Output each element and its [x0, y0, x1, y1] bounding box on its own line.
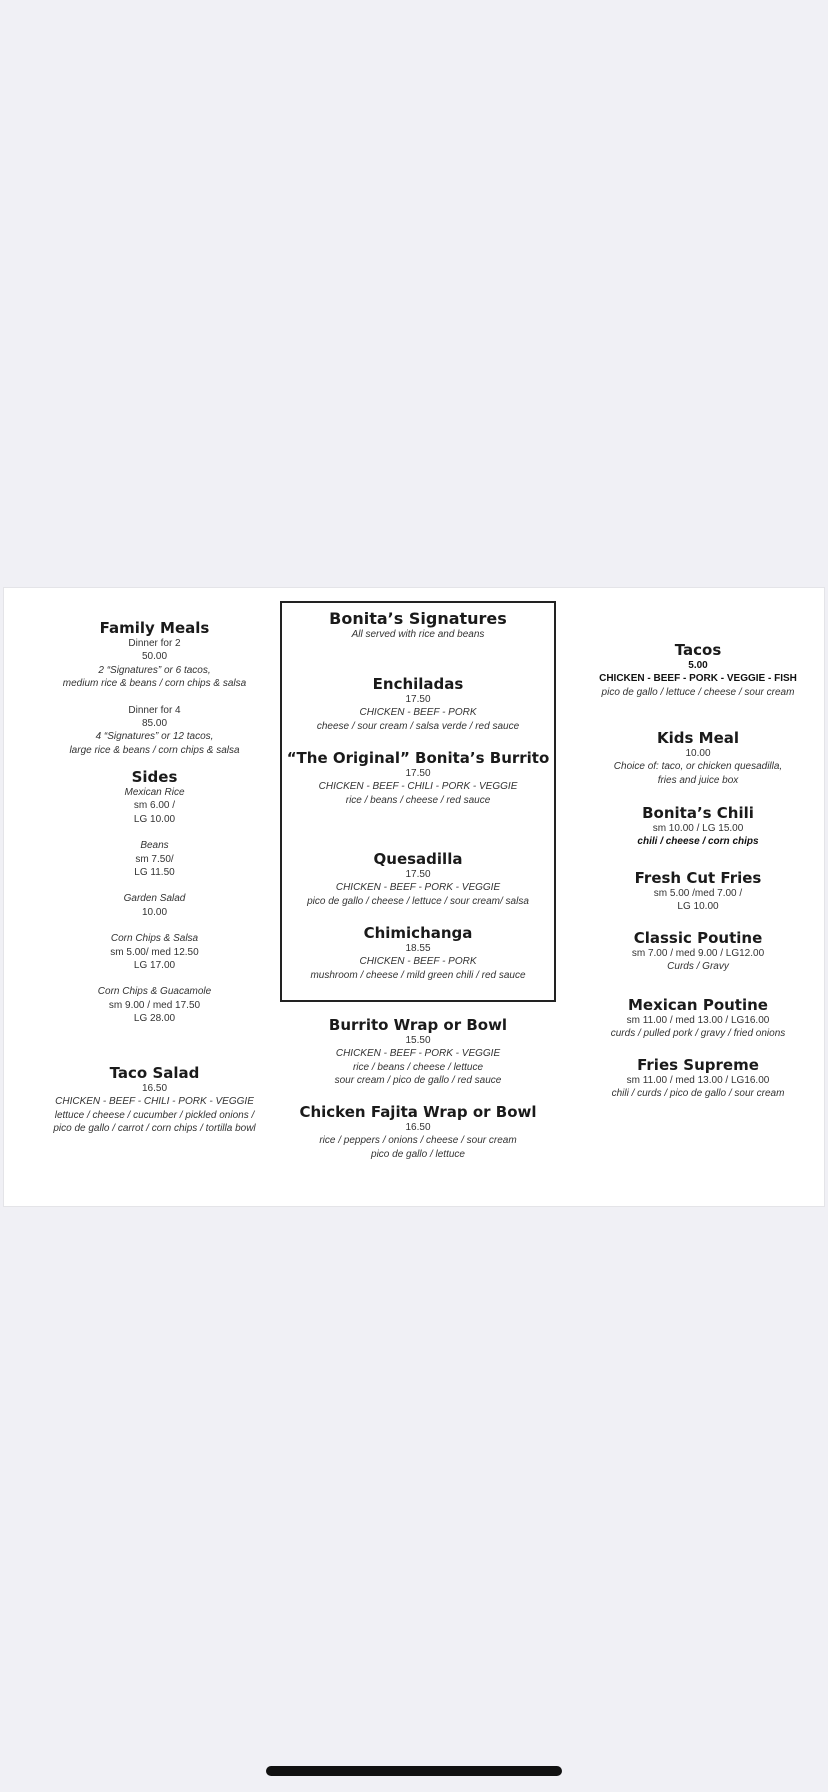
tacos-section [576, 641, 820, 699]
burrito-wrap-desc: rice / beans / cheese / lettuce [352, 1061, 484, 1073]
fajita-wrap-price: 16.50 [405, 1122, 431, 1133]
family-meals-title: Family Meals [99, 619, 210, 637]
quesadilla-price: 17.50 [405, 869, 431, 880]
mexican-rice-lg: LG 10.00 [133, 813, 176, 825]
fries-price: sm 5.00 /med 7.00 / [653, 888, 743, 899]
fries-title: Fresh Cut Fries [634, 869, 762, 887]
home-indicator[interactable] [266, 1766, 562, 1776]
taco-salad-proteins: CHICKEN - BEEF - CHILI - PORK - VEGGIE [55, 1096, 254, 1108]
burrito-wrap-desc: sour cream / pico de gallo / red sauce [334, 1075, 502, 1087]
quesadilla-title: Quesadilla [373, 850, 463, 868]
corn-chips-salsa-lg: LG 17.00 [133, 960, 176, 972]
fajita-wrap-desc: pico de gallo / lettuce [371, 1148, 465, 1160]
burrito-title: “The Original” Bonita’s Burrito [286, 749, 550, 767]
dinner-for-4-price: 85.00 [141, 718, 168, 730]
signatures-header [280, 610, 556, 641]
burrito-section [280, 749, 556, 807]
fajita-wrap-title: Chicken Fajita Wrap or Bowl [299, 1103, 537, 1121]
chimichanga-desc: mushroom / cheese / mild green chili / red sauce [310, 969, 526, 981]
dinner-for-2-desc: 2 “Signatures” or 6 tacos, [98, 664, 211, 676]
chili-title: Bonita’s Chili [642, 804, 754, 822]
chimichanga-proteins: CHICKEN - BEEF - PORK [359, 956, 477, 968]
mexican-poutine-section [576, 996, 820, 1041]
fries-price: LG 10.00 [677, 901, 719, 913]
kids-meal-title: Kids Meal [656, 729, 740, 747]
taco-salad-desc: pico de gallo / carrot / corn chips / tortilla bowl [53, 1123, 256, 1135]
signatures-title: Bonita’s Signatures [329, 609, 507, 628]
taco-salad-title: Taco Salad [109, 1064, 200, 1082]
kids-meal-desc: Choice of: taco, or chicken quesadilla, [613, 761, 783, 773]
mexican-rice-name: Mexican Rice [124, 787, 185, 798]
corn-chips-guac-sm: sm 9.00 / med 17.50 [108, 999, 201, 1011]
mexican-poutine-title: Mexican Poutine [628, 996, 768, 1014]
fries-supreme-desc: chili / curds / pico de gallo / sour cream [611, 1088, 785, 1100]
chimichanga-title: Chimichanga [363, 924, 473, 942]
taco-salad-section [42, 1064, 267, 1136]
enchiladas-title: Enchiladas [372, 675, 464, 693]
fries-supreme-section [576, 1056, 820, 1101]
corn-chips-salsa-name: Corn Chips & Salsa [110, 933, 199, 945]
tacos-desc: pico de gallo / lettuce / cheese / sour cream [601, 686, 795, 698]
tacos-title: Tacos [674, 641, 722, 659]
taco-salad-desc: lettuce / cheese / cucumber / pickled onions / [54, 1109, 255, 1121]
signatures-subtitle: All served with rice and beans [351, 629, 485, 640]
corn-chips-guac-lg: LG 28.00 [133, 1013, 176, 1025]
fries-section [576, 869, 820, 914]
beans-sm: sm 7.50/ [135, 853, 174, 865]
classic-poutine-section [576, 929, 820, 974]
corn-chips-guac-name: Corn Chips & Guacamole [97, 986, 212, 998]
enchiladas-section [280, 675, 556, 733]
kids-meal-section [576, 729, 820, 787]
menu-card [3, 587, 825, 1207]
classic-poutine-desc: Curds / Gravy [667, 961, 729, 973]
fajita-wrap-section [280, 1103, 556, 1161]
fries-supreme-title: Fries Supreme [637, 1056, 759, 1074]
enchiladas-price: 17.50 [405, 694, 431, 705]
fries-supreme-price: sm 11.00 / med 13.00 / LG16.00 [626, 1075, 770, 1086]
chimichanga-price: 18.55 [405, 943, 431, 954]
enchiladas-proteins: CHICKEN - BEEF - PORK [359, 707, 477, 719]
dinner-for-4-desc: 4 “Signatures” or 12 tacos, [95, 731, 214, 743]
mexican-rice-sm: sm 6.00 / [133, 800, 176, 812]
corn-chips-salsa-sm: sm 5.00/ med 12.50 [110, 946, 199, 958]
dinner-for-4-label: Dinner for 4 [128, 704, 181, 716]
kids-meal-desc: fries and juice box [657, 774, 739, 786]
classic-poutine-title: Classic Poutine [633, 929, 763, 947]
tacos-proteins: CHICKEN - BEEF - PORK - VEGGIE - FISH [599, 673, 797, 685]
dinner-for-4-desc: large rice & beans / corn chips & salsa [69, 744, 240, 756]
sides-section [42, 768, 267, 1026]
quesadilla-proteins: CHICKEN - BEEF - PORK - VEGGIE [335, 882, 501, 894]
kids-meal-price: 10.00 [685, 748, 711, 759]
dinner-for-2-price: 50.00 [141, 651, 168, 663]
burrito-wrap-price: 15.50 [405, 1035, 431, 1046]
mexican-poutine-price: sm 11.00 / med 13.00 / LG16.00 [626, 1015, 770, 1026]
chimichanga-section [280, 924, 556, 982]
tacos-price: 5.00 [688, 660, 708, 671]
beans-lg: LG 11.50 [134, 867, 175, 879]
burrito-wrap-section [280, 1016, 556, 1088]
classic-poutine-price: sm 7.00 / med 9.00 / LG12.00 [631, 948, 765, 959]
enchiladas-desc: cheese / sour cream / salsa verde / red sauce [316, 720, 520, 732]
garden-salad-price: 10.00 [141, 906, 168, 918]
burrito-wrap-title: Burrito Wrap or Bowl [328, 1016, 508, 1034]
taco-salad-price: 16.50 [141, 1083, 168, 1094]
burrito-desc: rice / beans / cheese / red sauce [345, 794, 491, 806]
quesadilla-section [280, 850, 556, 908]
dinner-for-2-label: Dinner for 2 [128, 638, 181, 649]
burrito-price: 17.50 [405, 768, 431, 779]
family-meals-section [42, 619, 267, 757]
dinner-for-2-desc: medium rice & beans / corn chips & salsa [62, 678, 247, 690]
chili-section [576, 804, 820, 849]
burrito-wrap-proteins: CHICKEN - BEEF - PORK - VEGGIE [335, 1048, 501, 1060]
beans-name: Beans [140, 840, 169, 852]
garden-salad-name: Garden Salad [123, 893, 186, 905]
mexican-poutine-desc: curds / pulled pork / gravy / fried onions [610, 1028, 786, 1040]
quesadilla-desc: pico de gallo / cheese / lettuce / sour cream/ salsa [307, 895, 529, 907]
sides-title: Sides [131, 768, 178, 786]
burrito-proteins: CHICKEN - BEEF - CHILI - PORK - VEGGIE [318, 781, 518, 793]
fajita-wrap-desc: rice / peppers / onions / cheese / sour cream [319, 1135, 517, 1147]
chili-price: sm 10.00 / LG 15.00 [652, 823, 744, 834]
chili-desc: chili / cheese / corn chips [637, 836, 759, 848]
